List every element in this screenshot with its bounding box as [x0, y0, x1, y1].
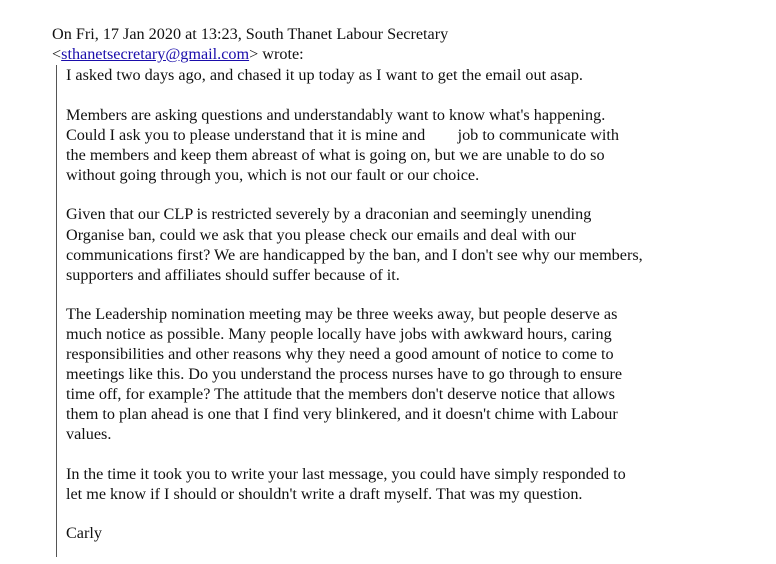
quoted-paragraph: [66, 464, 767, 504]
quoted-paragraph: [66, 204, 767, 284]
quoted-paragraph: [66, 105, 767, 185]
quoted-line: communications first? We are handicapped by the ban, and I don't see why our members,: [66, 245, 643, 264]
quoted-line: values.: [66, 425, 112, 444]
email-message: [52, 24, 767, 557]
quoted-line: time off, for example? The attitude that the members don't deserve notice that allows: [66, 385, 615, 404]
quoted-line: responsibilities and other reasons why they need a good amount of notice to come to: [66, 345, 614, 364]
quoted-line: meetings like this. Do you understand the process nurses have to go through to ensure: [66, 365, 623, 384]
attribution-text: On Fri, 17 Jan 2020 at 13:23, South Thanet Labour Secretary: [52, 25, 449, 43]
quoted-paragraph: [66, 304, 767, 445]
quoted-paragraph: [66, 65, 767, 85]
quoted-line: let me know if I should or shouldn't write a draft myself. That was my question.: [66, 484, 583, 503]
quoted-line: I asked two days ago, and chased it up today as I want to get the email out asap.: [66, 66, 583, 84]
quoted-line: Could I ask you to please understand that it is mine and job to communicate with: [66, 126, 619, 145]
sender-email-link[interactable]: sthanetsecretary@gmail.com: [61, 45, 250, 63]
reply-attribution: [52, 24, 767, 44]
quoted-line: The Leadership nomination meeting may be three weeks away, but people deserve as: [66, 304, 618, 323]
wrote-label: > wrote:: [249, 45, 304, 63]
email-open-bracket: <: [52, 45, 62, 63]
quoted-line: In the time it took you to write your last message, you could have simply responded to: [66, 464, 626, 483]
quoted-line: supporters and affiliates should suffer because of it.: [66, 265, 400, 284]
quoted-line: them to plan ahead is one that I find very blinkered, and it doesn't chime with Labour: [66, 405, 618, 424]
quoted-line: Given that our CLP is restricted severely by a draconian and seemingly unending: [66, 205, 592, 224]
quoted-line: the members and keep them abreast of what is going on, but we are unable to do so: [66, 146, 605, 165]
quoted-line: Organise ban, could we ask that you please check our emails and deal with our: [66, 225, 576, 244]
quoted-line: Members are asking questions and understandably want to know what's happening.: [66, 106, 606, 125]
quoted-message: [56, 65, 767, 557]
quoted-line: much notice as possible. Many people locally have jobs with awkward hours, caring: [66, 324, 612, 343]
signature: Carly: [66, 523, 102, 542]
quoted-line: without going through you, which is not our fault or our choice.: [66, 166, 480, 185]
sender-line: [52, 44, 767, 64]
